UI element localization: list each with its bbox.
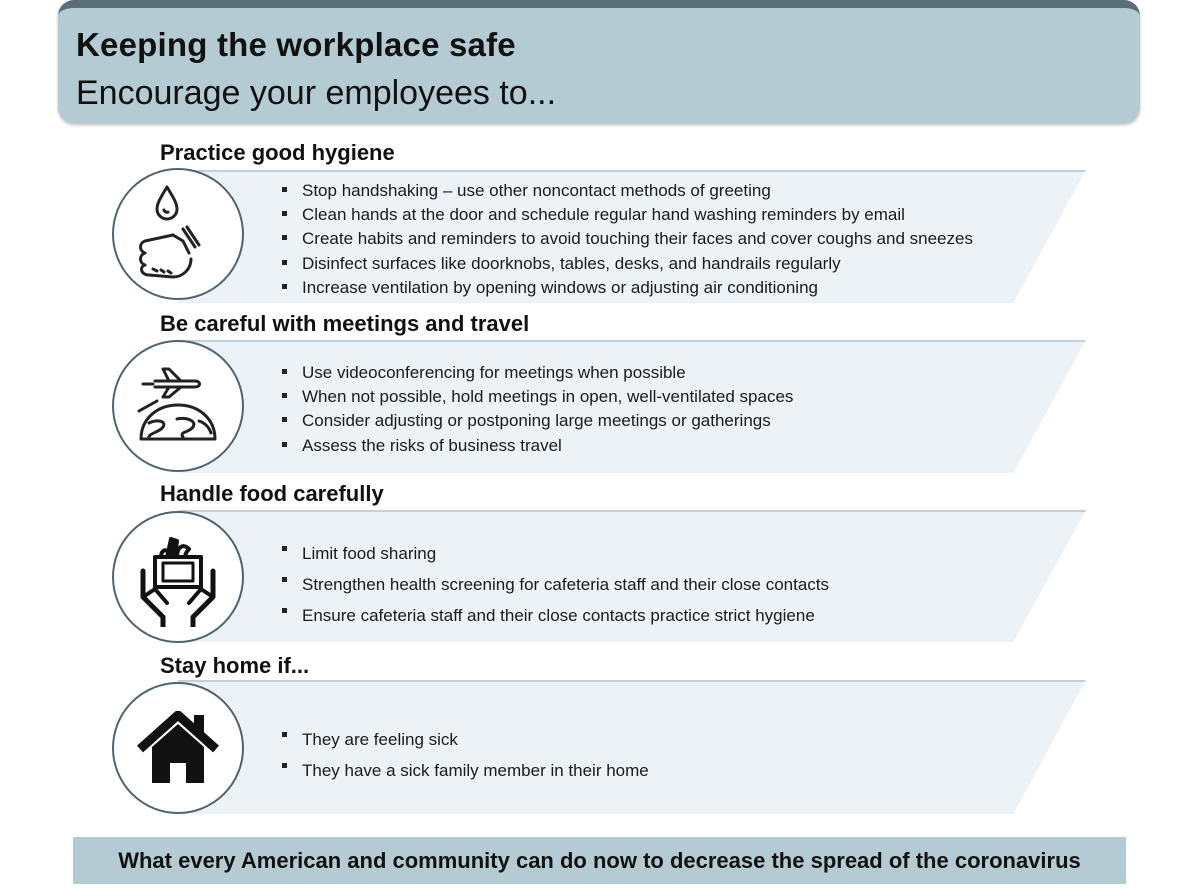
food-list [282,538,829,631]
list-item: Use videoconferencing for meetings when possible [282,361,793,385]
list-item: Stop handshaking – use other noncontact methods of greeting [282,179,973,203]
list-item: Consider adjusting or postponing large meetings or gatherings [282,409,793,433]
airplane-globe-icon [112,340,244,472]
section-title-stay-home: Stay home if... [160,653,310,678]
list-item: Increase ventilation by opening windows or adjusting air conditioning [282,276,973,300]
stay-home-list [282,724,649,786]
list-item: Clean hands at the door and schedule regular hand washing reminders by email [282,203,973,227]
list-item: Assess the risks of business travel [282,434,793,458]
list-item: Disinfect surfaces like doorknobs, tables, desks, and handrails regularly [282,252,973,276]
hand-washing-icon [112,168,244,300]
list-item: They have a sick family member in their home [282,755,649,786]
food-box-hands-icon [112,511,244,643]
list-item: Create habits and reminders to avoid touching their faces and cover coughs and sneezes [282,227,973,251]
list-item: When not possible, hold meetings in open, well-ventilated spaces [282,385,793,409]
footer-text: What every American and community can do now to decrease the spread of the coronavirus [118,847,1081,873]
list-item: Limit food sharing [282,538,829,569]
footer-banner [73,837,1126,884]
meetings-list [282,361,793,458]
list-item: Ensure cafeteria staff and their close contacts practice strict hygiene [282,600,829,631]
hygiene-list [282,179,973,300]
header-banner [58,0,1140,123]
house-icon [112,682,244,814]
section-title-food: Handle food carefully [160,481,384,506]
section-title-meetings: Be careful with meetings and travel [160,311,530,336]
page-subtitle: Encourage your employees to... [76,74,557,112]
page-title: Keeping the workplace safe [76,26,516,63]
list-item: Strengthen health screening for cafeteria staff and their close contacts [282,569,829,600]
section-title-hygiene: Practice good hygiene [160,140,395,165]
list-item: They are feeling sick [282,724,649,755]
